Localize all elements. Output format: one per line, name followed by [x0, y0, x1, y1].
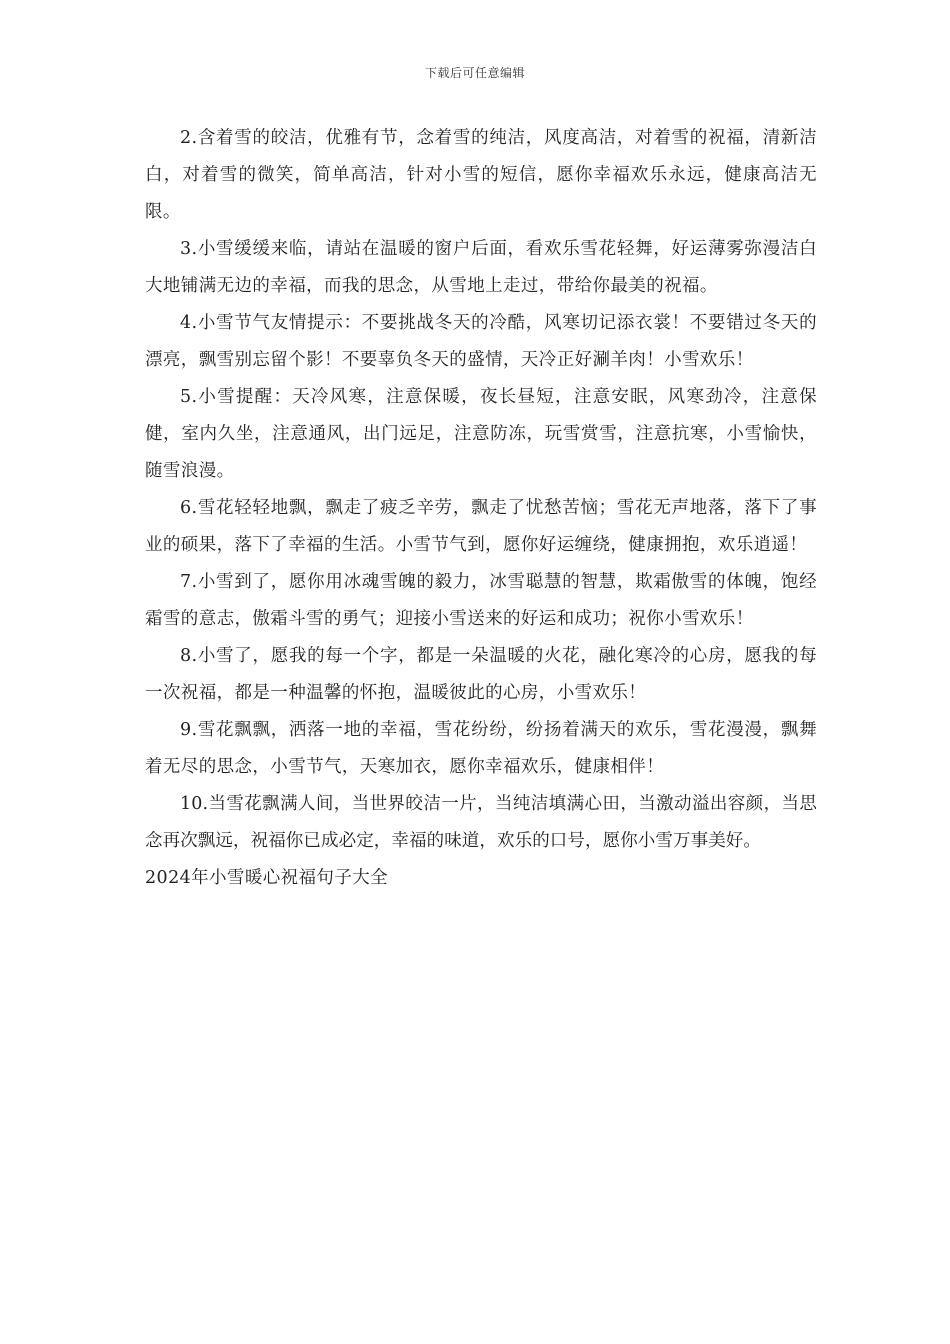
- paragraph-6: 6.雪花轻轻地飘，飘走了疲乏辛劳，飘走了忧愁苦恼；雪花无声地落，落下了事业的硕果，落下了幸福的生活。小雪节气到，愿你好运缠绕，健康拥抱，欢乐逍遥！: [145, 498, 817, 555]
- paragraph-7: 7.小雪到了，愿你用冰魂雪魄的毅力，冰雪聪慧的智慧，欺霜傲雪的体魄，饱经霜雪的意志，傲霜斗雪的勇气；迎接小雪送来的好运和成功；祝你小雪欢乐！: [145, 572, 817, 629]
- document-title: 2024年小雪暖心祝福句子大全: [145, 868, 389, 888]
- paragraph-2: 2.含着雪的皎洁，优雅有节，念着雪的纯洁，风度高洁，对着雪的祝福，清新洁白，对着雪的微笑，简单高洁，针对小雪的短信，愿你幸福欢乐永远，健康高洁无限。: [145, 128, 817, 222]
- paragraph-5: 5.小雪提醒：天冷风寒，注意保暖，夜长昼短，注意安眠，风寒劲冷，注意保健，室内久坐，注意通风，出门远足，注意防冻，玩雪赏雪，注意抗寒，小雪愉快，随雪浪漫。: [145, 387, 817, 481]
- paragraph-8: 8.小雪了，愿我的每一个字，都是一朵温暖的火花，融化寒冷的心房，愿我的每一次祝福，都是一种温馨的怀抱，温暖彼此的心房，小雪欢乐！: [145, 646, 817, 703]
- paragraph-9: 9.雪花飘飘，洒落一地的幸福，雪花纷纷，纷扬着满天的欢乐，雪花漫漫，飘舞着无尽的思念，小雪节气，天寒加衣，愿你幸福欢乐，健康相伴！: [145, 720, 817, 777]
- paragraph-3: 3.小雪缓缓来临，请站在温暖的窗户后面，看欢乐雪花轻舞，好运薄雾弥漫洁白大地铺满无边的幸福，而我的思念，从雪地上走过，带给你最美的祝福。: [145, 239, 817, 296]
- header-note: 下载后可任意编辑: [424, 66, 525, 80]
- paragraph-10: 10.当雪花飘满人间，当世界皎洁一片，当纯洁填满心田，当激动溢出容颜，当思念再次飘远，祝福你已成必定，幸福的味道，欢乐的口号，愿你小雪万事美好。: [145, 794, 817, 851]
- document-body: [145, 120, 817, 897]
- paragraph-4: 4.小雪节气友情提示：不要挑战冬天的冷酷，风寒切记添衣裳！不要错过冬天的漂亮，飘雪别忘留个影！不要辜负冬天的盛情，天冷正好涮羊肉！小雪欢乐！: [145, 313, 817, 370]
